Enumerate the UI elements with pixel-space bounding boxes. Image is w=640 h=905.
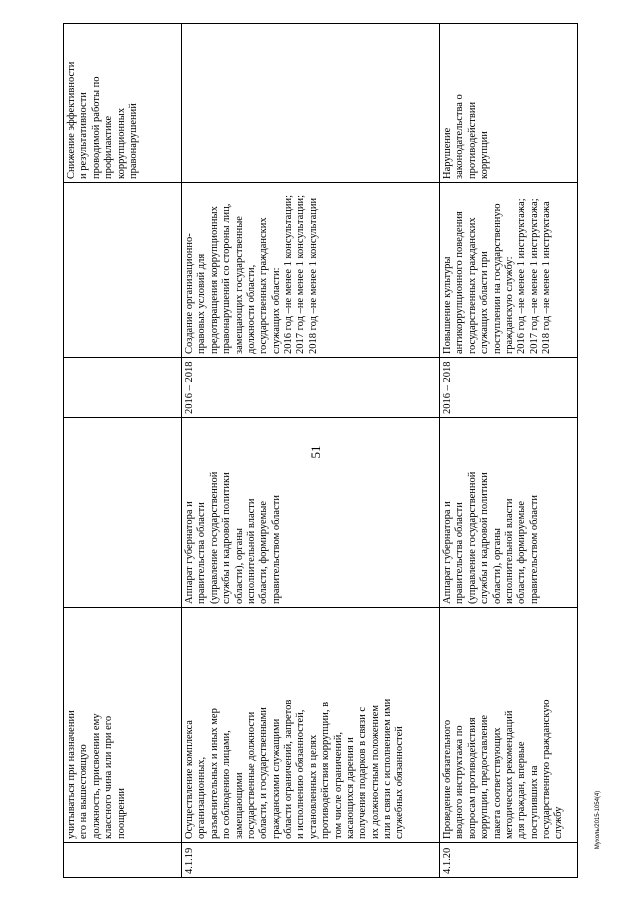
cell-description: Осуществление комплекса организационных, разъяснительных и иных мер по соблюдению лицами, замещающими государственные должности области, и государственными гражданскими служащими области ограничений, запретов и исполнению обязанностей, установленных в целях противодействия коррупции, в том числе ограничений, касающихся дарения и получения подарков в связи с их должностным положением или в связи с исполнением ими служебных обязанностей — [182, 608, 440, 843]
cell-executor — [64, 418, 182, 608]
cell-number: 4.1.19 — [182, 843, 440, 878]
table-row — [182, 24, 440, 878]
cell-risk: Нарушение законодательства о противодействии коррупции — [440, 24, 578, 183]
page-number: 51 — [308, 445, 323, 459]
cell-executor: Аппарат губернатора и правительства области (управление государственной службы и кадровой политики области), органы исполнительной власти области, формируемые правительством области — [440, 418, 578, 608]
cell-period: 2016 – 2018 — [440, 358, 578, 418]
measures-table — [63, 23, 578, 878]
table-row — [440, 24, 578, 878]
cell-risk — [182, 24, 440, 183]
cell-description: учитываться при назначении его на вышестоящую должность, присвоении ему классного чина или при его поощрении — [64, 608, 182, 843]
footer-code: Мухоль/2015-1054(4) — [595, 790, 601, 850]
cell-number: 4.1.20 — [440, 843, 578, 878]
cell-period: 2016 – 2018 — [182, 358, 440, 418]
cell-result — [64, 183, 182, 358]
cell-number — [64, 843, 182, 878]
cell-result: Повышение культуры антикоррупционного поведения государственных гражданских служащих области при поступлении на государственную гражданскую службу: 2016 год –не менее 1 инструктажа; 2017 год –не менее 1 инструктажа; 2018 год –не менее 1 инструктажа — [440, 183, 578, 358]
table-row — [64, 24, 182, 878]
cell-risk: Снижение эффективности и результативности проводимой работы по профилактике коррупционных правонарушений — [64, 24, 182, 183]
cell-executor: Аппарат губернатора и правительства области (управление государственной службы и кадровой политики области), органы исполнительной власти области, формируемые правительством области — [182, 418, 440, 608]
rotated-table-container — [63, 24, 577, 878]
cell-result: Создание организационно- правовых условий для предотвращения коррупционных правонарушений со стороны лиц, замещающих государственные должности области, государственных гражданских служащих области: 2016 год –не менее 1 консультации; 2017 год –не менее 1 консультации; 2018 год –не менее 1 консультации — [182, 183, 440, 358]
cell-description: Проведение обязательного вводного инструктажа по вопросам противодействия коррупции, предоставление пакета соответствующих методических рекомендаций для граждан, впервые поступивших на государственную гражданскую службу — [440, 608, 578, 843]
cell-period — [64, 358, 182, 418]
